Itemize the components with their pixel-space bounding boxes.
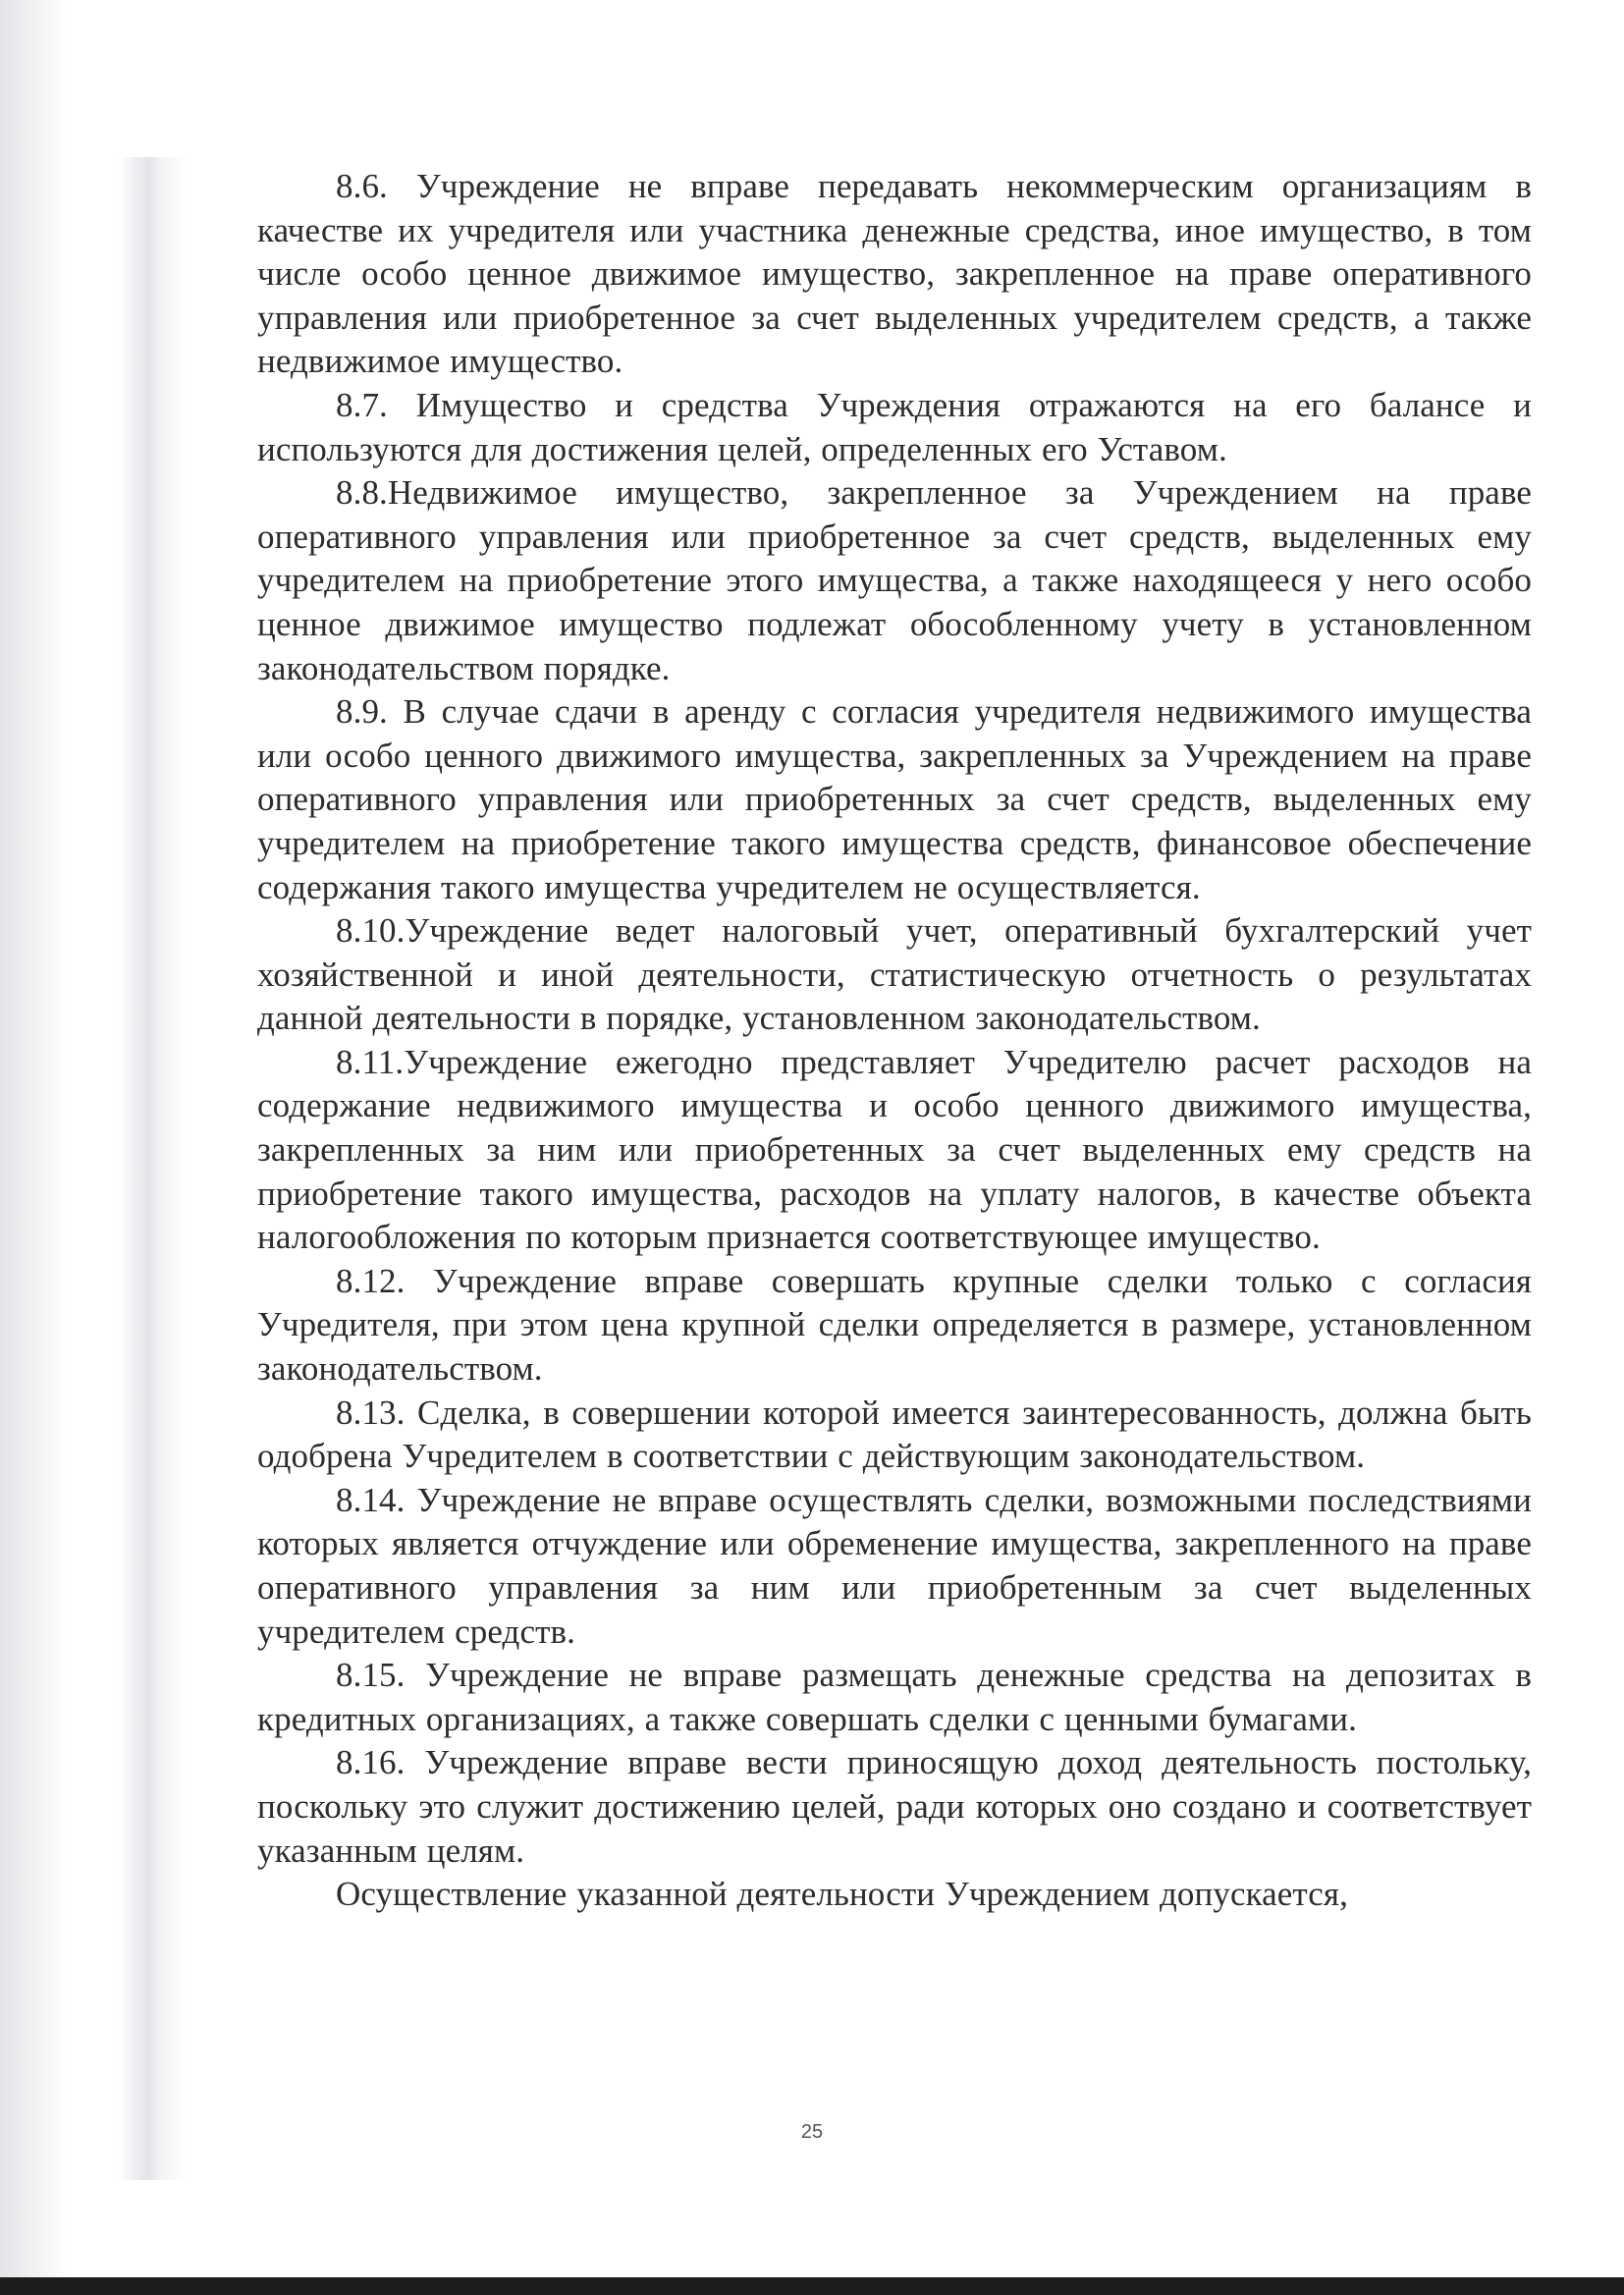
- scan-shadow-left: [0, 0, 69, 2295]
- page-number: 25: [800, 2121, 824, 2143]
- scan-bottom-edge: [0, 2277, 1624, 2295]
- paragraph-8-13: 8.13. Сделка, в совершении которой имеется заинтересованность, должна быть одобрена Учредителем в соответствии с действующим законодательством.: [257, 1393, 1532, 1476]
- scan-shadow-fold: [118, 157, 187, 2180]
- paragraph-continuation: Осуществление указанной деятельности Учреждением допускается,: [336, 1875, 1348, 1914]
- paragraph-8-7: 8.7. Имущество и средства Учреждения отражаются на его балансе и используются для достижения целей, определенных его Уставом.: [257, 385, 1532, 468]
- paragraph-8-10: 8.10.Учреждение ведет налоговый учет, оперативный бухгалтерский учет хозяйственной и иной деятельности, статистическую отчетность о результатах данной деятельности в порядке, установленном законодательством.: [257, 911, 1532, 1038]
- paragraph-8-15: 8.15. Учреждение не вправе размещать денежные средства на депозитах в кредитных организациях, а также совершать сделки с ценными бумагами.: [257, 1656, 1532, 1738]
- paragraph-8-6: 8.6. Учреждение не вправе передавать некоммерческим организациям в качестве их учредителя или участника денежные средства, иное имущество, в том числе особо ценное движимое имущество, закрепленное на праве оперативного управления или приобретенное за счет выделенных учредителем средств, а также недвижимое имущество.: [257, 167, 1532, 381]
- document-body: [257, 165, 1532, 1917]
- paragraph-8-16: 8.16. Учреждение вправе вести приносящую доход деятельность постольку, поскольку это служит достижению целей, ради которых оно создано и соответствует указанным целям.: [257, 1743, 1532, 1870]
- paragraph-8-11: 8.11.Учреждение ежегодно представляет Учредителю расчет расходов на содержание недвижимого имущества и особо ценного движимого имущества, закрепленных за ним или приобретенных за счет выделенных ему средств на приобретение такого имущества, расходов на уплату налогов, в качестве объекта налогообложения по которым признается соответствующее имущество.: [257, 1042, 1532, 1257]
- paragraph-8-12: 8.12. Учреждение вправе совершать крупные сделки только с согласия Учредителя, при этом цена крупной сделки определяется в размере, установленном законодательством.: [257, 1261, 1532, 1389]
- paragraph-8-14: 8.14. Учреждение не вправе осуществлять сделки, возможными последствиями которых является отчуждение или обременение имущества, закрепленного на праве оперативного управления за ним или приобретенным за счет выделенных учредителем средств.: [257, 1480, 1532, 1651]
- paragraph-8-8: 8.8.Недвижимое имущество, закрепленное за Учреждением на праве оперативного управления или приобретенное за счет средств, выделенных ему учредителем на приобретение этого имущества, а также находящееся у него особо ценное движимое имущество подлежат обособленному учету в установленном законодательством порядке.: [257, 473, 1532, 687]
- paragraph-8-9: 8.9. В случае сдачи в аренду с согласия учредителя недвижимого имущества или особо ценного движимого имущества, закрепленных за Учреждением на праве оперативного управления или приобретенных за счет средств, выделенных ему учредителем на приобретение такого имущества средств, финансовое обеспечение содержания такого имущества учредителем не осуществляется.: [257, 692, 1532, 906]
